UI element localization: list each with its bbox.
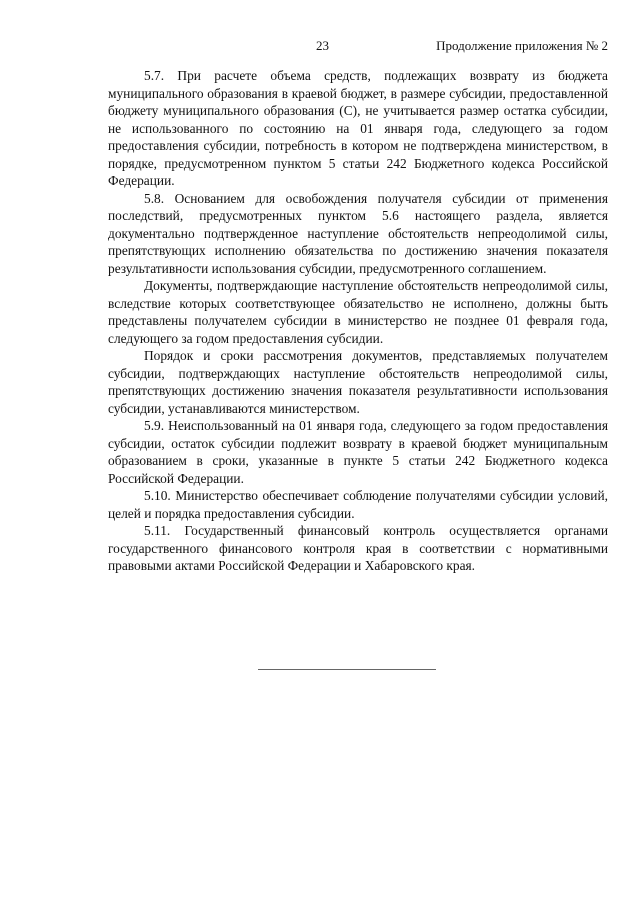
paragraph-documents: Документы, подтверждающие наступление обстоятельств непреодолимой силы, вследствие которых соответствующее обязательство не исполнено, должны быть представлены получателем субсидии в министерство не позднее 01 февраля года, следующего за годом предоставления субсидии. bbox=[108, 278, 608, 346]
paragraph-procedure: Порядок и сроки рассмотрения документов, представляемых получателем субсидии, подтверждающих наступление обстоятельств непреодолимой силы, препятствующих достижению значения показателя результативности использования субсидии, устанавливаются министерством. bbox=[108, 348, 608, 416]
paragraph-5-9: 5.9. Неиспользованный на 01 января года, следующего за годом предоставления субсидии, остаток субсидии подлежит возврату в краевой бюджет муниципальным образованием в сроки, указанные в пункте 5 статьи 242 Бюджетного кодекса Российской Федерации. bbox=[108, 418, 608, 486]
paragraph-5-10: 5.10. Министерство обеспечивает соблюдение получателями субсидии условий, целей и порядка предоставления субсидии. bbox=[108, 488, 608, 521]
paragraph-5-8: 5.8. Основанием для освобождения получателя субсидии от применения последствий, предусмотренных пунктом 5.6 настоящего раздела, является документально подтвержденное наступление обстоятельств непреодолимой силы, препятствующих исполнению обязательства по достижению значения показателя результативности использования субсидии, предусмотренного соглашением. bbox=[108, 190, 608, 276]
paragraph-5-11: 5.11. Государственный финансовый контроль осуществляется органами государственного финансового контроля края в соответствии с нормативными правовыми актами Российской Федерации и Хабаровского края. bbox=[108, 523, 608, 573]
end-divider-line bbox=[258, 669, 436, 670]
document-body bbox=[108, 67, 608, 575]
page-number: 23 bbox=[316, 38, 329, 53]
appendix-continuation-note: Продолжение приложения № 2 bbox=[436, 38, 608, 53]
paragraph-5-7: 5.7. При расчете объема средств, подлежащих возврату из бюджета муниципального образования в краевой бюджет, в размере субсидии, предоставленной бюджету муниципального образования (С), не учитывается размер остатка субсидии, не использованного по состоянию на 01 января года, следующего за годом предоставления субсидии, потребность в котором не подтверждена министерством, в порядке, предусмотренном пунктом 5 статьи 242 Бюджетного кодекса Российской Федерации. bbox=[108, 68, 608, 188]
